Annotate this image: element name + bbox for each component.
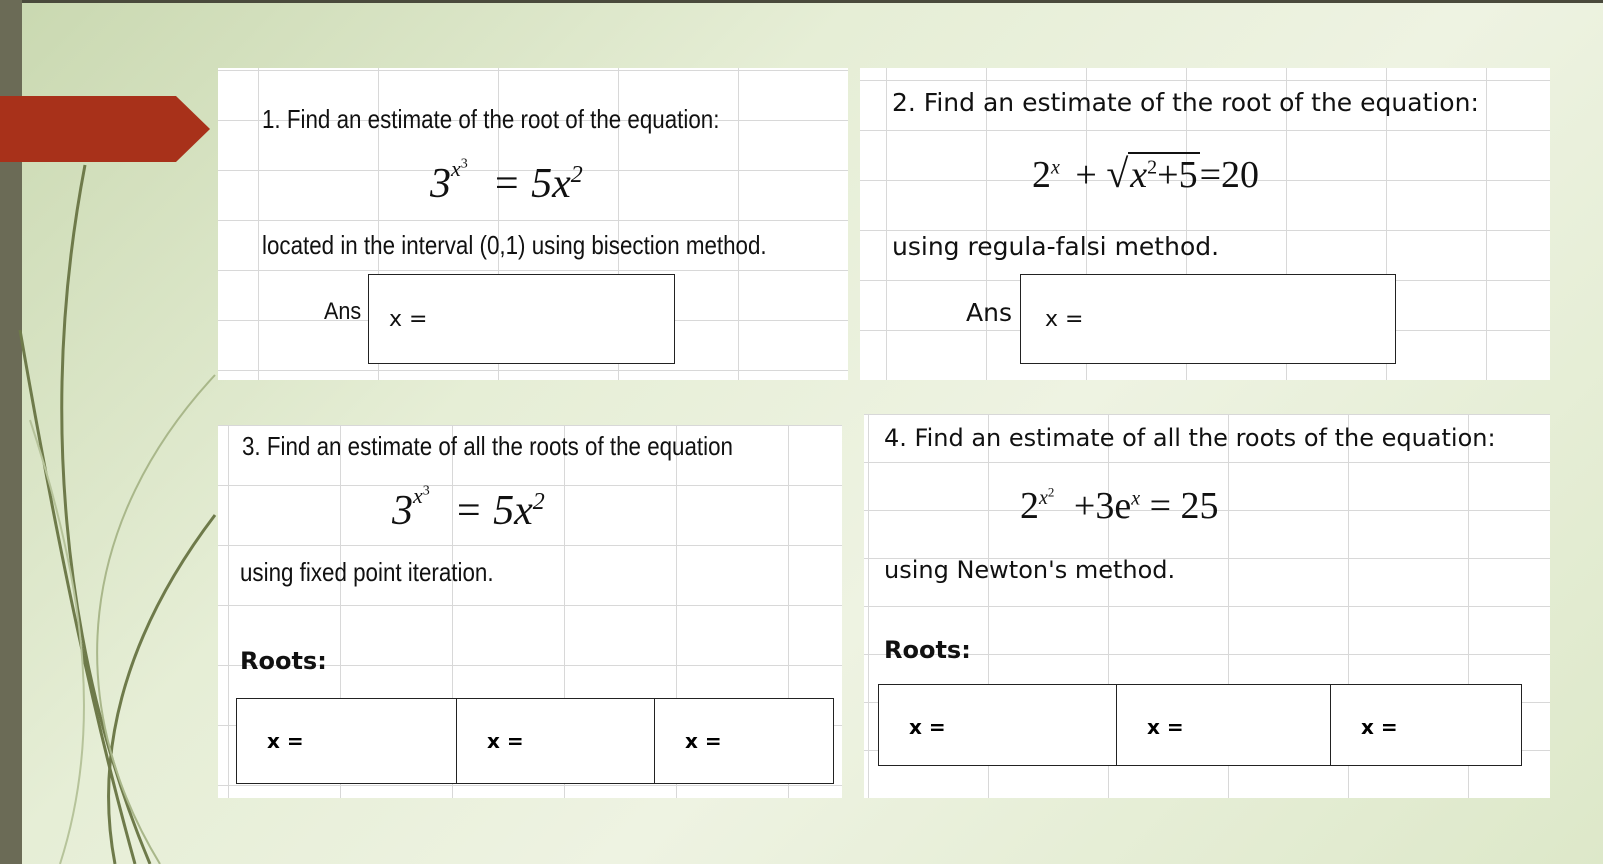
q1-ans-label: Ans bbox=[324, 298, 362, 325]
q1-equation: $3^{x^3} = 5x^2$ bbox=[430, 156, 583, 207]
q4-root-cell-2[interactable]: x = bbox=[1116, 684, 1332, 766]
q3-root-cell-1[interactable]: x = bbox=[236, 698, 458, 784]
q3-roots-label: Roots: bbox=[240, 647, 327, 675]
q3-instruction: using fixed point iteration. bbox=[240, 557, 494, 587]
question-2-panel bbox=[860, 68, 1550, 380]
q2-equation: $2^x + √x^2+5=20$ bbox=[1032, 151, 1260, 196]
q1-answer-value: x = bbox=[389, 307, 428, 332]
q1-prompt: 1. Find an estimate of the root of the equation: bbox=[262, 104, 720, 134]
q4-instruction: using Newton's method. bbox=[884, 556, 1176, 584]
q4-roots-label: Roots: bbox=[884, 636, 971, 664]
q4-equation: $2^{x^2} +3e^x = 25$ bbox=[1020, 484, 1219, 527]
q4-root-cell-1[interactable]: x = bbox=[878, 684, 1118, 766]
sqrt-symbol: √ bbox=[1106, 151, 1129, 196]
q4-root-cell-3[interactable]: x = bbox=[1330, 684, 1522, 766]
q2-prompt: 2. Find an estimate of the root of the equation: bbox=[892, 88, 1479, 117]
q1-answer-box[interactable] bbox=[368, 274, 675, 364]
top-border bbox=[0, 0, 1603, 3]
q3-root-cell-3[interactable]: x = bbox=[654, 698, 834, 784]
q2-answer-box[interactable] bbox=[1020, 274, 1396, 364]
q2-answer-value: x = bbox=[1045, 307, 1084, 332]
q4-prompt: 4. Find an estimate of all the roots of the equation: bbox=[884, 424, 1496, 452]
q2-instruction: using regula-falsi method. bbox=[892, 232, 1220, 261]
question-3-panel bbox=[218, 425, 842, 798]
red-pointer-arrow bbox=[0, 96, 210, 162]
q3-equation: $3^{x^3} = 5x^2$ bbox=[392, 483, 545, 534]
q2-ans-label: Ans bbox=[966, 298, 1012, 327]
question-1-panel bbox=[218, 68, 848, 380]
q1-instruction: located in the interval (0,1) using bisection method. bbox=[262, 230, 767, 260]
question-4-panel bbox=[864, 414, 1550, 798]
q3-root-cell-2[interactable]: x = bbox=[456, 698, 656, 784]
q3-prompt: 3. Find an estimate of all the roots of the equation bbox=[242, 431, 733, 461]
